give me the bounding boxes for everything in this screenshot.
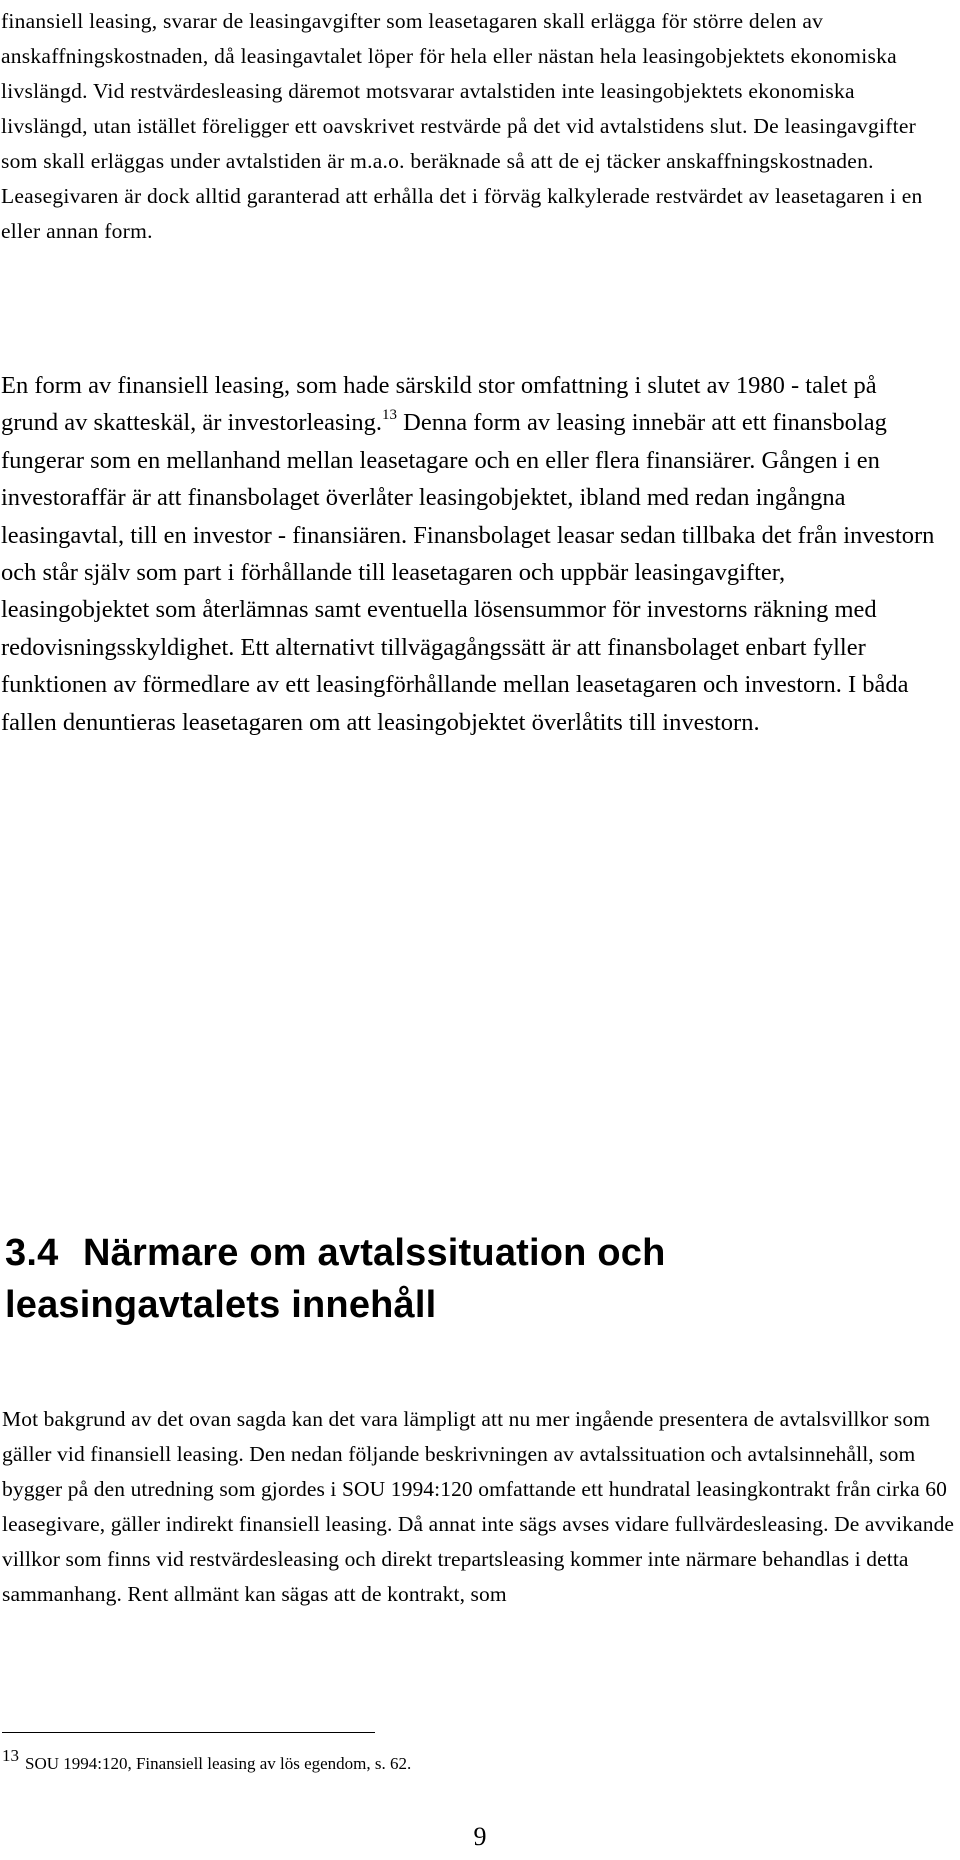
section-title: Närmare om avtalssituation och leasingavtalets innehåll xyxy=(5,1232,666,1326)
body-paragraph-investorleasing xyxy=(1,367,939,741)
paragraph-text: En form av finansiell leasing, som hade särskild stor omfattning i slutet av 1980 - talet på grund av skatteskäl, är investorleasing. xyxy=(1,372,877,437)
footnote-divider xyxy=(2,1732,375,1733)
footnote-number: 13 xyxy=(2,1746,19,1765)
paragraph-text-continued: Denna form av leasing innebär att ett finansbolag fungerar som en mellanhand mellan leasetagare och en eller flera finansiärer. Gången i en investoraffär är att finansbolaget överlåter leasingobjektet, ibland med redan ingångna leasingavtal, till en investor - finansiären. Finansbolaget leasar sedan tillbaka det från investorn och står själv som part i förhållande till leasetagaren och uppbär leasingavgifter, leasingobjektet som återlämnas samt eventuella lösensummor för investorns räkning med redovisningsskyldighet. Ett alternativt tillvägagångssätt är att finansbolaget enbart fyller funktionen av förmedlare av ett leasingförhållande mellan leasetagaren och investorn. I båda fallen denuntieras leasetagaren om att leasingobjektet överlåtits till investorn. xyxy=(1,409,935,736)
footnote-reference: 13 xyxy=(382,407,398,424)
page-number: 9 xyxy=(473,1822,487,1851)
footnote-text: SOU 1994:120, Finansiell leasing av lös egendom, s. 62. xyxy=(25,1754,412,1773)
body-paragraph: Mot bakgrund av det ovan sagda kan det vara lämpligt att nu mer ingående presentera de avtalsvillkor som gäller vid finansiell leasing. Den nedan följande beskrivningen av avtalssituation och avtalsinnehåll, som bygger på den utredning som gjordes i SOU 1994:120 omfattande ett hundratal leasingkontrakt från cirka 60 leasegivare, gäller indirekt finansiell leasing. Då annat inte sägs avses vidare fullvärdesleasing. De avvikande villkor som finns vid restvärdesleasing och direkt trepartsleasing kommer inte närmare behandlas i detta sammanhang. Rent allmänt kan sägas att de kontrakt, som xyxy=(2,1407,955,1606)
body-paragraph: finansiell leasing, svarar de leasingavgifter som leasetagaren skall erlägga för större delen av anskaffningskostnaden, då leasingavtalet löper för hela eller nästan hela leasingobjektets ekonomiska livslängd. Vid restvärdesleasing däremot motsvarar avtalstiden inte leasingobjektets ekonomiska livslängd, utan istället föreligger ett oavskrivet restvärde på det vid avtalstidens slut. De leasingavgifter som skall erläggas under avtalstiden är m.a.o. beräknade så att de ej täcker anskaffningskostnaden. Leasegivaren är dock alltid garanterad att erhålla det i förväg kalkylerade restvärdet av leasetagaren i en eller annan form. xyxy=(1,9,923,243)
footnote xyxy=(2,1746,902,1776)
section-heading xyxy=(5,1227,925,1331)
section-number: 3.4 xyxy=(5,1232,59,1274)
